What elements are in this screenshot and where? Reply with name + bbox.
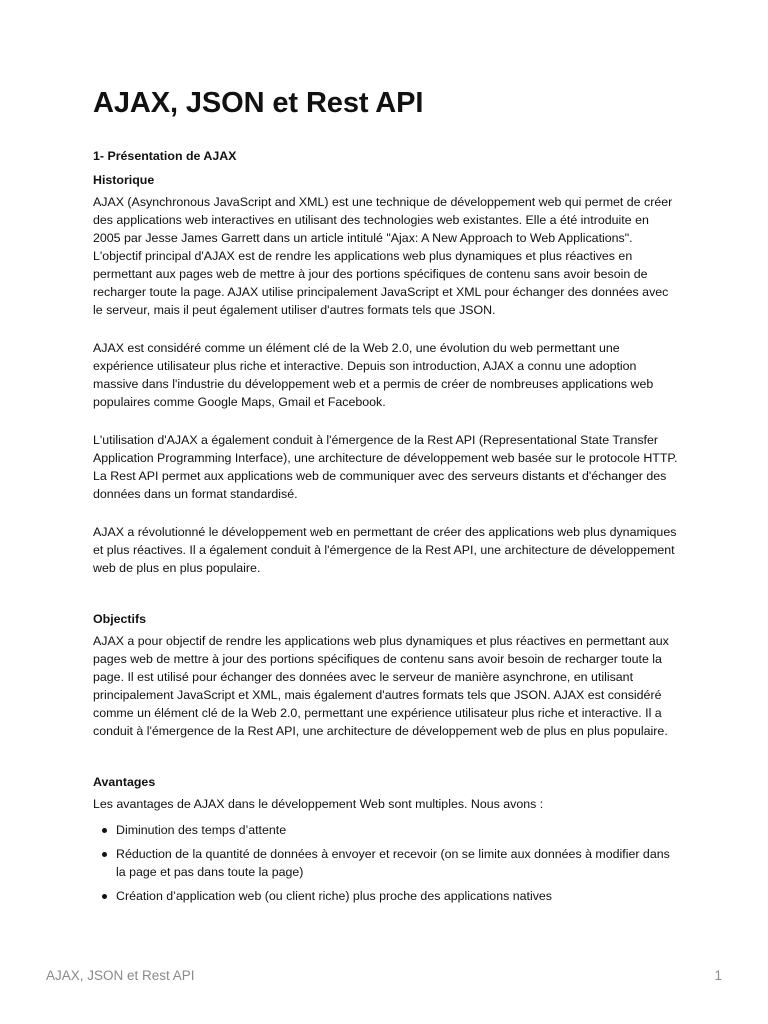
historique-paragraph-2: AJAX est considéré comme un élément clé de la Web 2.0, une évolution du web permettant une expérience utilisateur plus riche et interactive. Depuis son introduction, AJAX a connu une adoption massive dans l'industrie du développement web et a permis de créer de nombreuses applications web populaires comme Google Maps, Gmail et Facebook.: [93, 340, 654, 409]
section-heading: 1- Présentation de AJAX: [93, 148, 237, 163]
historique-paragraph-1: AJAX (Asynchronous JavaScript and XML) est une technique de développement web qui permet de créer des applications web interactives en utilisant des technologies web existantes. Elle a été introduite en 2005 par Jesse James Garrett dans un article intitulé "Ajax: A New Approach to Web Applications". L'objectif principal d'AJAX est de rendre les applications web plus dynamiques et plus réactives en permettant aux pages web de mettre à jour des portions spécifiques de contenu sans avoir besoin de recharger toute la page. AJAX utilise principalement JavaScript et XML pour échanger des données avec le serveur, mais il peut également utiliser d'autres formats tels que JSON.: [93, 194, 673, 317]
list-item: Création d’application web (ou client riche) plus proche des applications natives: [116, 887, 678, 905]
historique-paragraph-4: AJAX a révolutionné le développement web en permettant de créer des applications web plus dynamiques et plus réactives. Il a également conduit à l'émergence de la Rest API, une architecture de développement web de plus en plus populaire.: [93, 524, 677, 575]
avantages-list: [93, 821, 678, 905]
objectifs-heading: Objectifs: [93, 611, 147, 626]
list-item: Réduction de la quantité de données à envoyer et recevoir (on se limite aux données à modifier dans la page et pas dans toute la page): [116, 845, 678, 881]
list-item: Diminution des temps d’attente: [116, 821, 678, 839]
historique-paragraph-3: L'utilisation d'AJAX a également conduit à l'émergence de la Rest API (Representational State Transfer Application Programming Interface), une architecture de développement web basée sur le protocole HTTP. La Rest API permet aux applications web de communiquer avec des serveurs distants et d'échanger des données dans un format standardisé.: [93, 432, 678, 501]
footer-title: AJAX, JSON et Rest API: [46, 968, 195, 983]
avantages-heading: Avantages: [93, 774, 156, 789]
page-number: 1: [714, 968, 722, 983]
avantages-intro: Les avantages de AJAX dans le développement Web sont multiples. Nous avons :: [93, 796, 544, 811]
historique-heading: Historique: [93, 172, 155, 187]
objectifs-paragraph: AJAX a pour objectif de rendre les applications web plus dynamiques et plus réactives en permettant aux pages web de mettre à jour des portions spécifiques de contenu sans avoir besoin de recharger toute la page. Il est utilisé pour échanger des données avec le serveur de manière asynchrone, en utilisant principalement JavaScript et XML, mais également d'autres formats tels que JSON. AJAX est considéré comme un élément clé de la Web 2.0, permettant une expérience utilisateur plus riche et interactive. Il a conduit à l'émergence de la Rest API, une architecture de développement web de plus en plus populaire.: [93, 633, 669, 738]
document-page: [93, 86, 678, 911]
page-title: AJAX, JSON et Rest API: [93, 87, 424, 119]
